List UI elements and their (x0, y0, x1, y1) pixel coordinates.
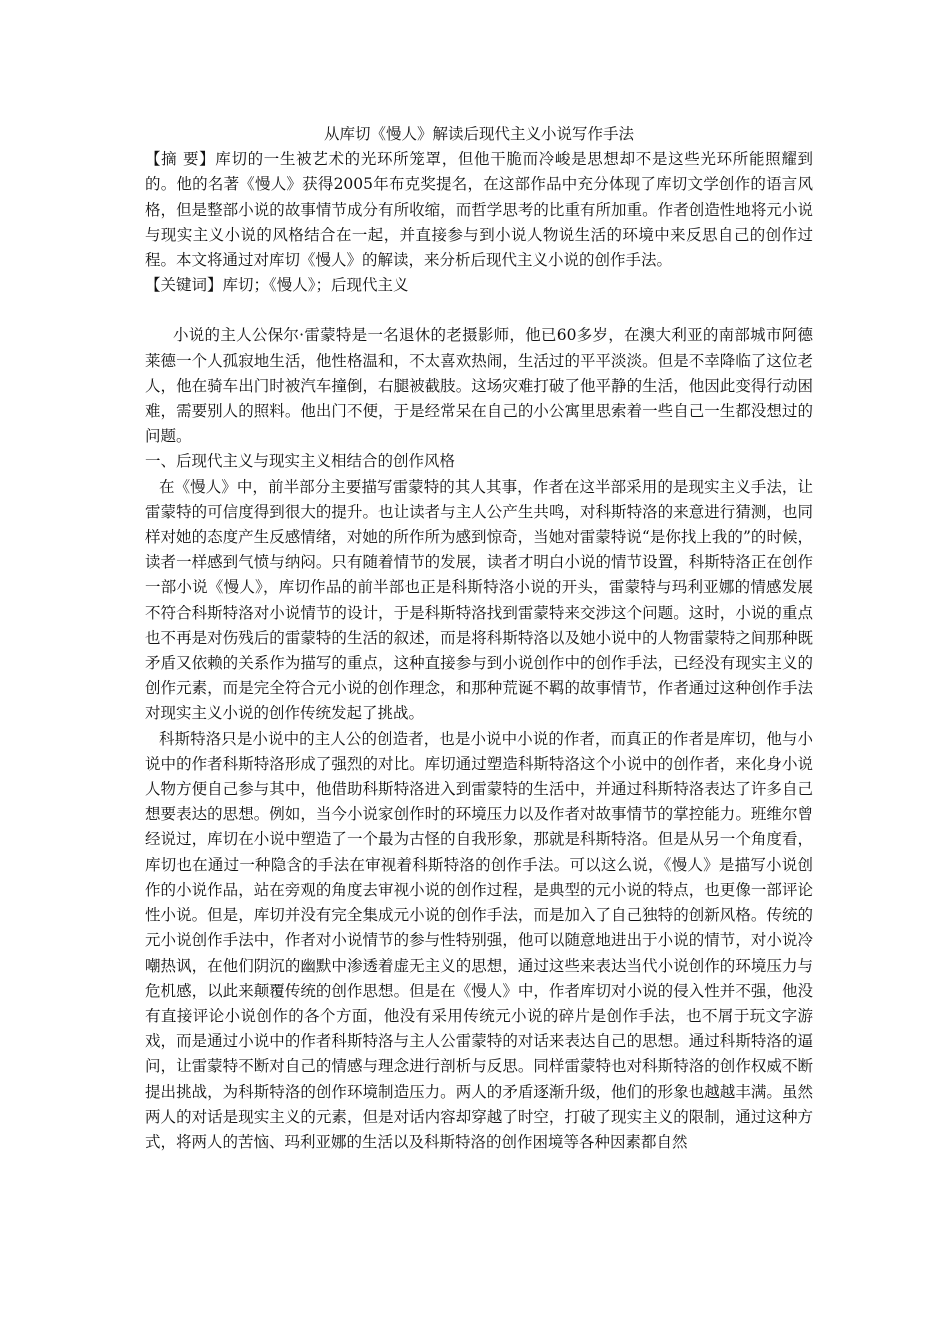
document-page (145, 122, 813, 1155)
intro-paragraph: 小说的主人公保尔·雷蒙特是一名退休的老摄影师，他已60多岁，在澳大利亚的南部城市阿德莱德一个人孤寂地生活，他性格温和，不太喜欢热闹，生活过的平平淡淡。但是不幸降临了这位老人，他在骑车出门时被汽车撞倒，右腿被截肢。这场灾难打破了他平静的生活，他因此变得行动困难，需要别人的照料。他出门不便，于是经常呆在自己的小公寓里思索着一些自己一生都没想过的问题。 (145, 326, 813, 446)
keywords-line: 【关键词】库切；《慢人》；后现代主义 (145, 276, 409, 295)
abstract-paragraph: 【摘 要】库切的一生被艺术的光环所笼罩，但他干脆而冷峻是思想却不是这些光环所能照耀到的。他的名著《慢人》获得2005年布克奖提名，在这部作品中充分体现了库切文学创作的语言风格，但是整部小说的故事情节成分有所收缩，而哲学思考的比重有所加重。作者创造性地将元小说与现实主义小说的风格结合在一起，并直接参与到小说人物说生活的环境中来反思自己的创作过程。本文将通过对库切《慢人》的解读，来分析后现代主义小说的创作手法。 (145, 150, 813, 270)
body-paragraph: 科斯特洛只是小说中的主人公的创造者，也是小说中小说的作者，而真正的作者是库切，他与小说中的作者科斯特洛形成了强烈的对比。库切通过塑造科斯特洛这个小说中的创作者，来化身小说人物方便自己参与其中，他借助科斯特洛进入到雷蒙特的生活中，并通过科斯特洛表达了许多自己想要表达的思想。例如，当今小说家创作时的环境压力以及作者对故事情节的掌控能力。班维尔曾经说过，库切在小说中塑造了一个最为古怪的自我形象，那就是科斯特洛。但是从另一个角度看，库切也在通过一种隐含的手法在审视着科斯特洛的创作手法。可以这么说，《慢人》是描写小说创作的小说作品，站在旁观的角度去审视小说的创作过程，是典型的元小说的特点，也更像一部评论性小说。但是，库切并没有完全集成元小说的创作手法，而是加入了自己独特的创新风格。传统的元小说创作手法中，作者对小说情节的参与性特别强，他可以随意地进出于小说的情节，对小说冷嘲热讽，在他们阴沉的幽默中渗透着虚无主义的思想，通过这些来表达当代小说创作的环境压力与危机感，以此来颠覆传统的创作思想。但是在《慢人》中，作者库切对小说的侵入性并不强，他没有直接评论小说创作的各个方面，他没有采用传统元小说的碎片是创作手法，也不屑于玩文字游戏，而是通过小说中的作者科斯特洛与主人公雷蒙特的对话来表达自己的思想。通过科斯特洛的逼问，让雷蒙特不断对自己的情感与理念进行剖析与反思。同样雷蒙特也对科斯特洛的创作权威不断提出挑战，为科斯特洛的创作环境制造压力。两人的矛盾逐渐升级，他们的形象也越越丰满。虽然两人的对话是现实主义的元素，但是对话内容却穿越了时空，打破了现实主义的限制，通过这种方式，将两人的苦恼、玛利亚娜的生活以及科斯特洛的创作困境等各种因素都自然 (145, 729, 813, 1151)
body-paragraph: 在《慢人》中，前半部分主要描写雷蒙特的其人其事，作者在这半部采用的是现实主义手法，让雷蒙特的可信度得到很大的提升。也让读者与主人公产生共鸣，对科斯特洛的来意进行猜测，也同样对她的态度产生反感情绪，对她的所作所为感到惊奇，当她对雷蒙特说“是你找上我的”的时候，读者一样感到气愤与纳闷。只有随着情节的发展，读者才明白小说的情节设置，科斯特洛正在创作一部小说《慢人》，库切作品的前半部也正是科斯特洛小说的开头，雷蒙特与玛利亚娜的情感发展不符合科斯特洛对小说情节的设计，于是科斯特洛找到雷蒙特来交涉这个问题。这时，小说的重点也不再是对伤残后的雷蒙特的生活的叙述，而是将科斯特洛以及她小说中的人物雷蒙特之间那种既矛盾又依赖的关系作为描写的重点，这种直接参与到小说创作中的创作手法，已经没有现实主义的创作元素，而是完全符合元小说的创作理念，和那种荒诞不羁的故事情节，作者通过这种创作手法对现实主义小说的创作传统发起了挑战。 (145, 477, 813, 723)
document-title: 从库切《慢人》解读后现代主义小说写作手法 (323, 125, 634, 143)
section-heading: 一、后现代主义与现实主义相结合的创作风格 (145, 452, 456, 471)
